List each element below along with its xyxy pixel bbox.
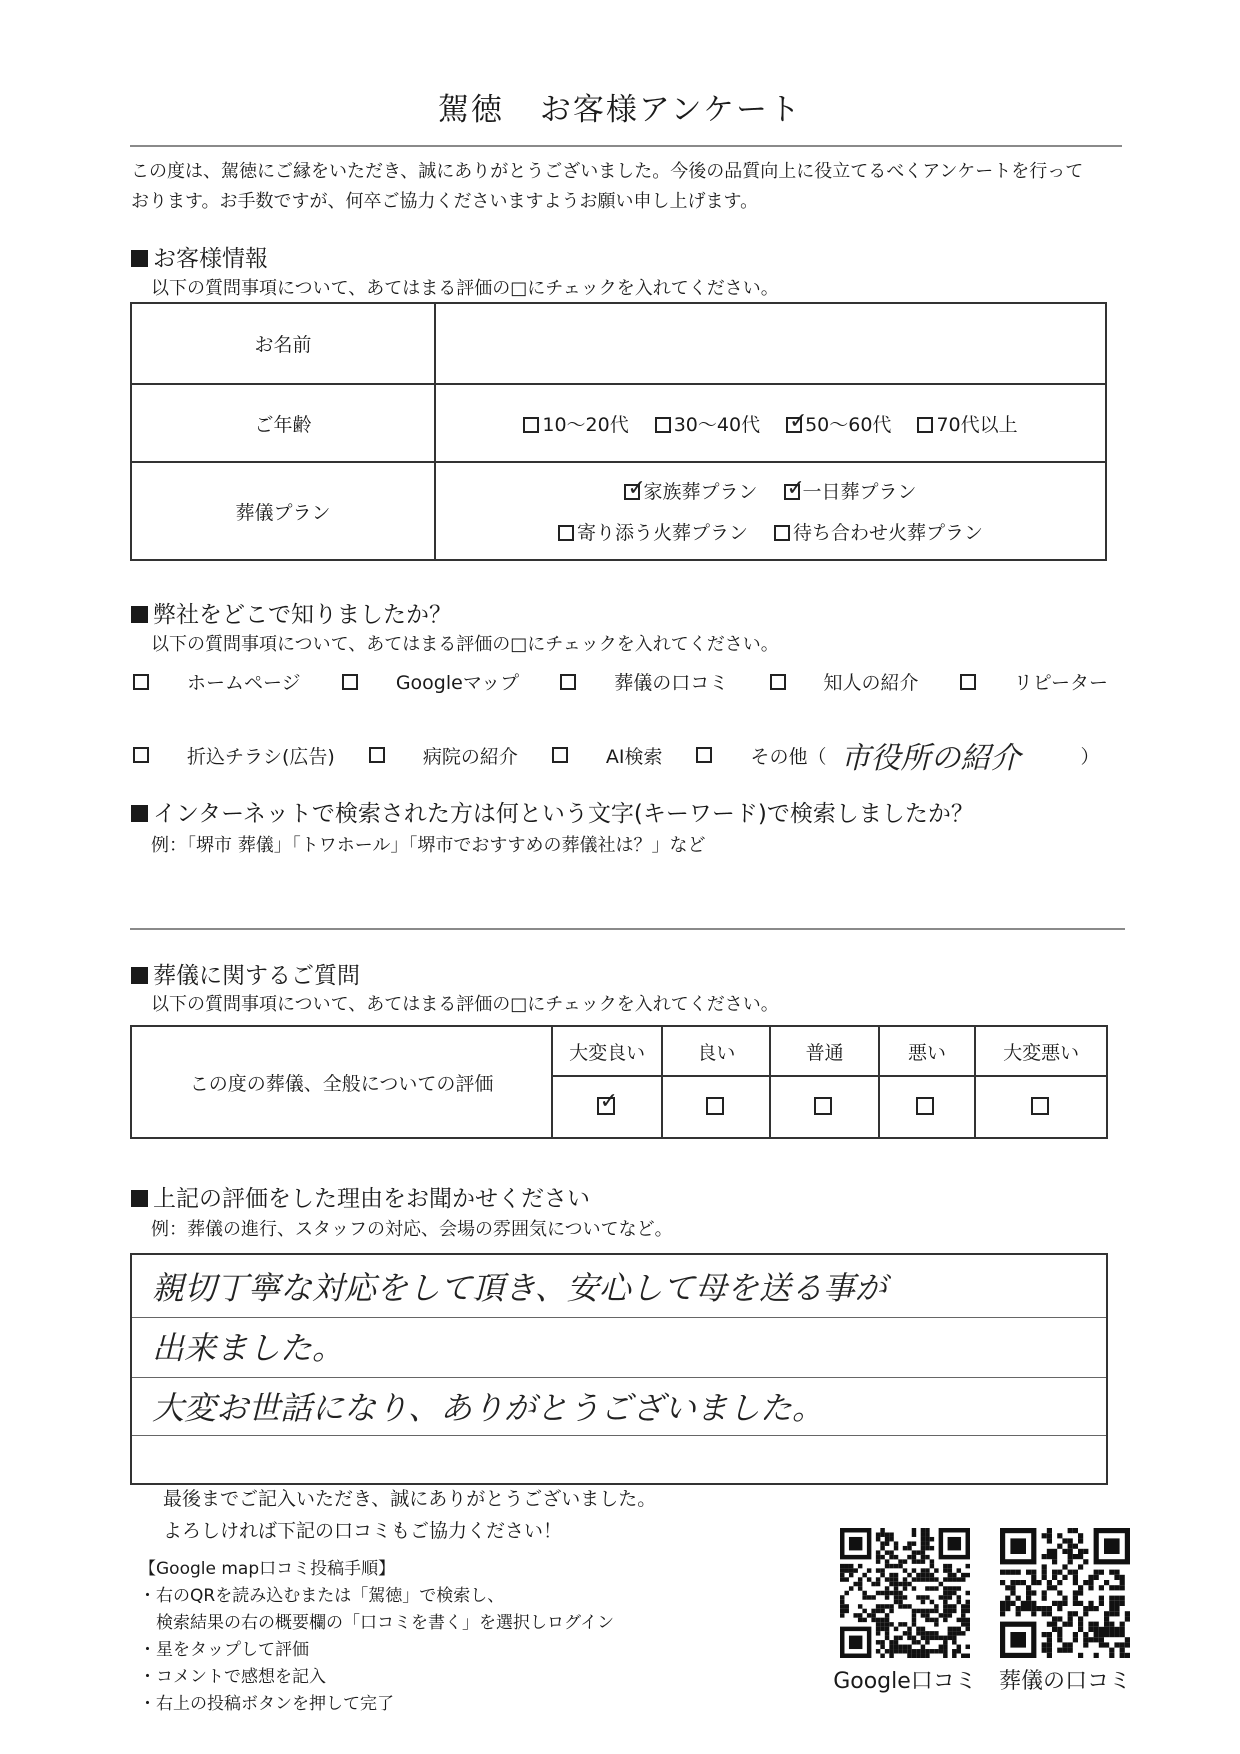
name-label: お名前 bbox=[131, 303, 435, 384]
source-option[interactable] bbox=[342, 668, 519, 695]
checkbox[interactable] bbox=[786, 417, 802, 433]
other-close: ） bbox=[1080, 745, 1100, 768]
option-label: Googleマップ bbox=[395, 672, 520, 694]
search-answer-line bbox=[130, 928, 1125, 930]
reason-line-2: 出来ました。 bbox=[152, 1329, 345, 1367]
checkbox[interactable] bbox=[558, 525, 574, 541]
option-label: 待ち合わせ火葬プラン bbox=[793, 522, 984, 544]
google-steps bbox=[139, 1556, 614, 1718]
checkbox[interactable] bbox=[552, 747, 568, 763]
name-field[interactable] bbox=[435, 303, 1106, 384]
option-label: 家族葬プラン bbox=[643, 481, 758, 503]
source-heading: 弊社をどこで知りましたか？ bbox=[131, 596, 452, 629]
age-option[interactable] bbox=[917, 410, 1017, 437]
option-label: 70代以上 bbox=[936, 413, 1018, 436]
reason-line-1: 親切丁寧な対応をして頂き、安心して母を送る事が bbox=[152, 1269, 887, 1307]
age-option[interactable] bbox=[655, 410, 760, 437]
option-label: 30～40代 bbox=[673, 413, 761, 436]
source-options-row-1 bbox=[133, 668, 1108, 695]
other-label: その他（ bbox=[750, 745, 827, 768]
intro-line-1: この度は、駕徳にご縁をいただき、誠にありがとうございました。今後の品質向上に役立てるべくアンケートを行って bbox=[131, 161, 1084, 182]
reason-answer-box[interactable] bbox=[130, 1253, 1108, 1485]
customer-heading: お客様情報 bbox=[131, 240, 268, 273]
customer-instruction: 以下の質問事項について、あてはまる評価の□にチェックを入れてください。 bbox=[151, 278, 779, 299]
rating-checkbox[interactable] bbox=[597, 1097, 615, 1115]
option-label: 葬儀の口コミ bbox=[614, 672, 729, 694]
rating-checkbox[interactable] bbox=[706, 1097, 724, 1115]
option-label: 知人の紹介 bbox=[823, 672, 919, 694]
age-label: ご年齢 bbox=[131, 384, 435, 462]
age-options bbox=[435, 384, 1106, 462]
rating-cell[interactable] bbox=[879, 1076, 975, 1138]
age-option[interactable] bbox=[523, 410, 628, 437]
source-option[interactable] bbox=[770, 668, 919, 695]
evaluation-question: この度の葬儀、全般についての評価 bbox=[131, 1026, 552, 1138]
source-options-row-2 bbox=[133, 733, 1108, 777]
google-steps-title: 【Google map口コミ投稿手順】 bbox=[139, 1559, 396, 1579]
source-option[interactable] bbox=[369, 742, 518, 769]
reason-heading: 上記の評価をした理由をお聞かせください bbox=[131, 1180, 590, 1213]
search-answer[interactable] bbox=[130, 880, 1122, 926]
option-label: AI検索 bbox=[605, 745, 663, 768]
option-label: 折込チラシ(広告) bbox=[187, 745, 335, 768]
rating-checkbox[interactable] bbox=[916, 1097, 934, 1115]
age-option[interactable] bbox=[786, 410, 891, 437]
checkbox[interactable] bbox=[523, 417, 539, 433]
rating-column-label: 悪い bbox=[879, 1026, 975, 1076]
source-option[interactable] bbox=[560, 668, 728, 695]
intro-line-2: おります。お手数ですが、何卒ご協力くださいますようお願い申し上げます。 bbox=[131, 191, 759, 212]
source-option[interactable] bbox=[960, 668, 1108, 695]
option-label: リピーター bbox=[1013, 672, 1108, 694]
plan-option[interactable] bbox=[624, 477, 757, 504]
title-divider bbox=[130, 145, 1122, 147]
option-label: 50～60代 bbox=[805, 413, 892, 436]
checkbox[interactable] bbox=[369, 747, 385, 763]
option-label: 一日葬プラン bbox=[802, 481, 917, 503]
source-option[interactable] bbox=[133, 668, 301, 695]
rating-column-label: 良い bbox=[662, 1026, 770, 1076]
checkbox[interactable] bbox=[624, 484, 640, 500]
reason-example: 例：葬儀の進行、スタッフの対応、会場の雰囲気についてなど。 bbox=[151, 1219, 673, 1240]
brand-name: 駕徳 bbox=[437, 92, 504, 128]
rating-column-label: 普通 bbox=[770, 1026, 878, 1076]
evaluation-heading: 葬儀に関するご質問 bbox=[131, 957, 360, 990]
writing-line bbox=[132, 1435, 1106, 1436]
google-step: ・右上の投稿ボタンを押して完了 bbox=[139, 1694, 394, 1714]
rating-column-label: 大変悪い bbox=[975, 1026, 1107, 1076]
option-label: 病院の紹介 bbox=[422, 745, 518, 768]
closing-line-1: 最後までご記入いただき、誠にありがとうございました。 bbox=[163, 1488, 657, 1510]
option-label: 寄り添う火葬プラン bbox=[576, 522, 748, 544]
checkbox[interactable] bbox=[560, 674, 576, 690]
checkbox[interactable] bbox=[917, 417, 933, 433]
google-review-label: Google口コミ bbox=[833, 1669, 977, 1694]
plan-option[interactable] bbox=[784, 477, 917, 504]
checkbox[interactable] bbox=[774, 525, 790, 541]
source-option[interactable] bbox=[552, 742, 663, 769]
rating-checkbox[interactable] bbox=[814, 1097, 832, 1115]
source-option-other[interactable] bbox=[696, 733, 1099, 777]
google-step: 検索結果の右の概要欄の「口コミを書く」を選択しログイン bbox=[139, 1613, 615, 1633]
title-text: お客様アンケート bbox=[539, 92, 803, 128]
option-label: ホームページ bbox=[187, 672, 301, 694]
funeral-review-qr-icon[interactable] bbox=[1000, 1528, 1130, 1658]
page-title bbox=[0, 84, 1240, 129]
writing-line bbox=[132, 1317, 1106, 1318]
plan-label: 葬儀プラン bbox=[131, 462, 435, 560]
reason-line-3: 大変お世話になり、ありがとうございました。 bbox=[152, 1389, 825, 1427]
funeral-review-label: 葬儀の口コミ bbox=[998, 1669, 1131, 1694]
other-value[interactable]: 市役所の紹介 bbox=[840, 741, 1021, 776]
source-instruction: 以下の質問事項について、あてはまる評価の□にチェックを入れてください。 bbox=[151, 634, 779, 655]
rating-cell[interactable] bbox=[975, 1076, 1107, 1138]
writing-line bbox=[132, 1377, 1106, 1378]
source-option[interactable] bbox=[133, 742, 335, 769]
rating-checkbox[interactable] bbox=[1031, 1097, 1049, 1115]
google-step: ・右のQRを読み込むまたは「駕徳」で検索し、 bbox=[139, 1586, 505, 1606]
google-step: ・星をタップして評価 bbox=[139, 1640, 309, 1660]
checkbox[interactable] bbox=[784, 484, 800, 500]
checkbox[interactable] bbox=[960, 674, 976, 690]
plan-options bbox=[435, 462, 1106, 560]
evaluation-instruction: 以下の質問事項について、あてはまる評価の□にチェックを入れてください。 bbox=[151, 994, 779, 1015]
checkbox[interactable] bbox=[133, 747, 149, 763]
evaluation-table bbox=[130, 1025, 1108, 1139]
customer-info-table bbox=[130, 302, 1107, 561]
search-heading: インターネットで検索された方は何という文字(キーワード)で検索しましたか？ bbox=[131, 795, 974, 828]
plan-option[interactable] bbox=[774, 518, 983, 545]
rating-cell[interactable] bbox=[770, 1076, 878, 1138]
rating-cell[interactable] bbox=[552, 1076, 662, 1138]
checkbox[interactable] bbox=[696, 747, 712, 763]
plan-option[interactable] bbox=[558, 518, 748, 545]
rating-cell[interactable] bbox=[662, 1076, 770, 1138]
google-step: ・コメントで感想を記入 bbox=[139, 1667, 326, 1687]
checkbox[interactable] bbox=[342, 674, 358, 690]
search-example: 例：「堺市 葬儀」「トワホール」「堺市でおすすめの葬儀社は？」など bbox=[151, 835, 706, 856]
rating-column-label: 大変良い bbox=[552, 1026, 662, 1076]
option-label: 10～20代 bbox=[542, 413, 629, 436]
closing-line-2: よろしければ下記の口コミもご協力ください！ bbox=[163, 1520, 563, 1542]
checkbox[interactable] bbox=[770, 674, 786, 690]
checkbox[interactable] bbox=[133, 674, 149, 690]
google-review-qr-icon[interactable] bbox=[840, 1528, 970, 1658]
checkbox[interactable] bbox=[655, 417, 671, 433]
